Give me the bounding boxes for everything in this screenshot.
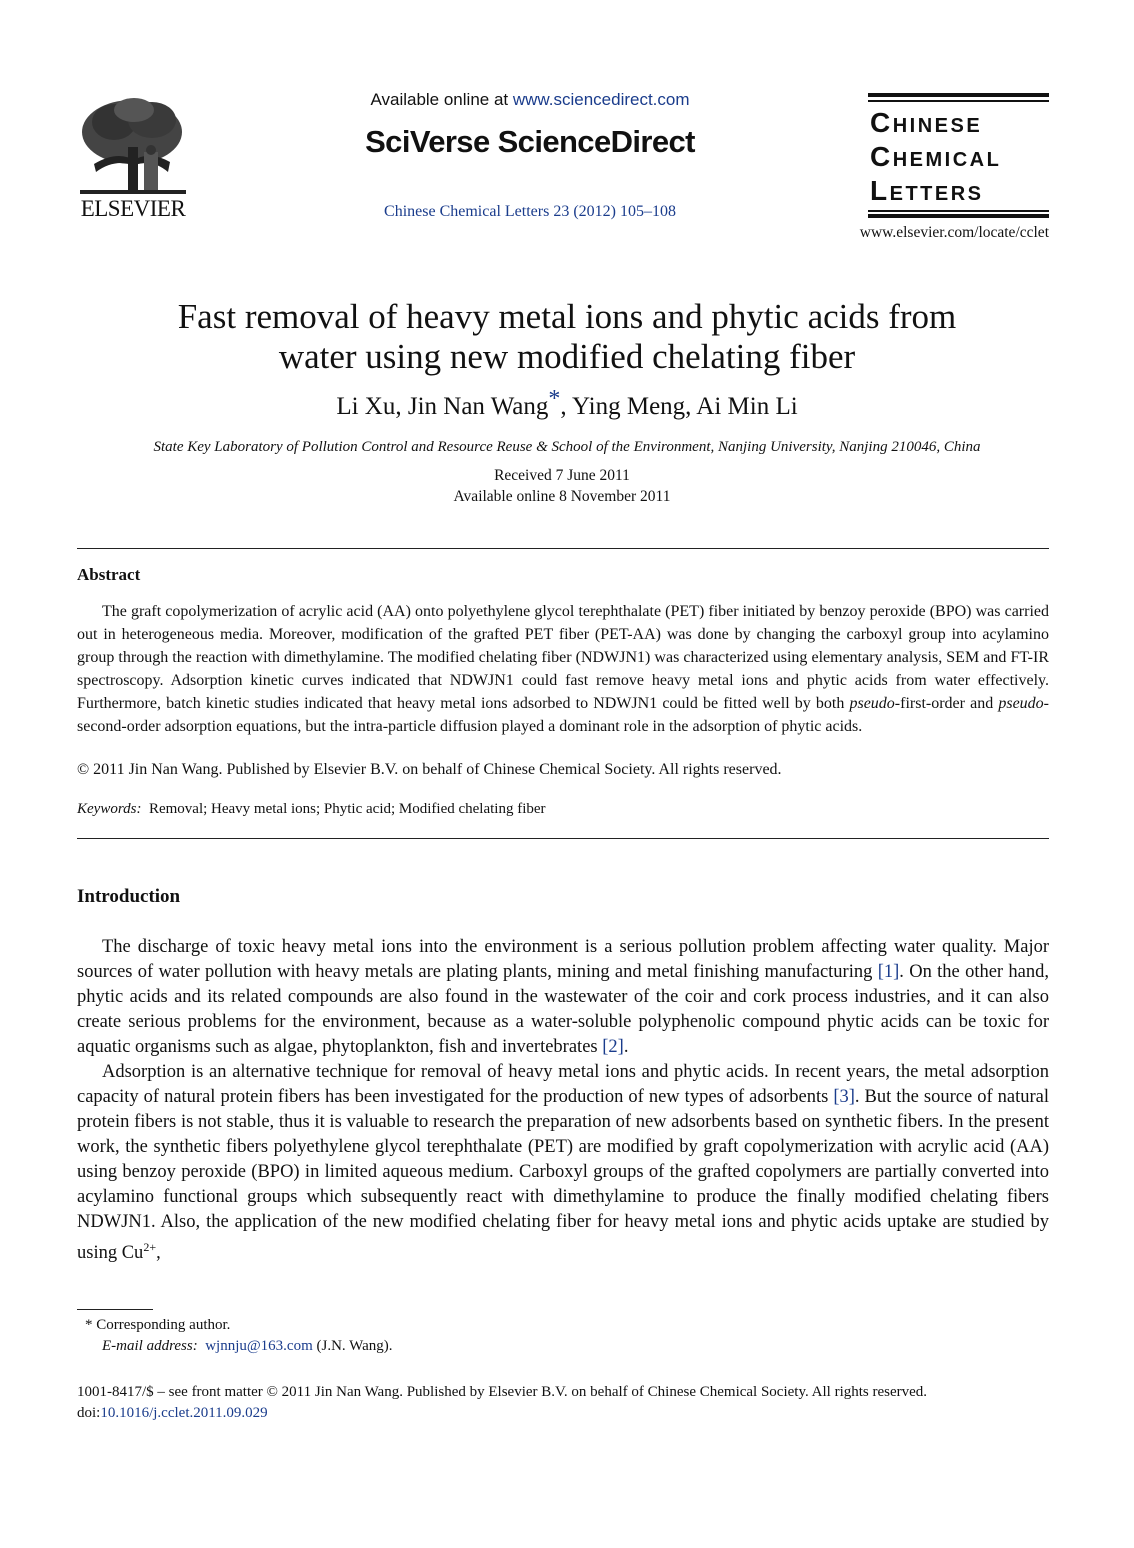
abstract-text	[77, 600, 1049, 738]
abstract-copyright: © 2011 Jin Nan Wang. Published by Elsevier B.V. on behalf of Chinese Chemical Society. All rights reserved.	[77, 761, 782, 778]
introduction-heading: Introduction	[77, 886, 181, 907]
keywords	[77, 801, 1049, 818]
journal-logo-line: Letters	[870, 175, 984, 206]
abstract-italic: pseudo	[998, 695, 1044, 712]
article-title	[70, 297, 1064, 377]
text-segment: Adsorption is an alternative technique for removal of heavy metal ions and phytic acids. In recent years, the metal adsorption capacity of natural protein fibers has been investigated for the production of new types of adsorbents	[77, 1062, 1049, 1107]
journal-logo-line: Chinese	[870, 107, 983, 138]
text-segment: .	[623, 1037, 629, 1057]
available-prefix: Available online at	[370, 90, 513, 109]
keywords-list: Removal; Heavy metal ions; Phytic acid; Modified chelating fiber	[148, 801, 546, 817]
online-date: Available online 8 November 2011	[453, 488, 671, 505]
author-list	[70, 386, 1064, 421]
keywords-label: Keywords:	[77, 801, 142, 817]
email-label: E-mail address:	[102, 1338, 198, 1354]
article-dates	[300, 465, 824, 507]
authors-part: , Ying Meng, Ai Min Li	[560, 393, 798, 420]
text-segment: . But the source of natural protein fibers is not stable, thus it is valuable to research the preparation of new adsorbents based on synthetic fibers. In the present work, the synthetic fibers polyethylene glycol terephthalate (PET) are modified by graft copolymerization with acrylic acid (AA) using benzoy peroxide (BPO) in limited aqueous medium. Carboxyl groups of the grafted copolymers are partially converted into acylamino functional groups which subsequently react with dimethylamine to produce the finally modified chelating fibers NDWJN1. Also, the application of the new modified chelating fiber for heavy metal ions and phytic acids uptake are studied by using Cu	[77, 1087, 1049, 1264]
journal-logo	[868, 93, 1049, 220]
abstract-segment: -first-order and	[894, 695, 999, 712]
sciverse-wordmark: SciVerse ScienceDirect	[365, 124, 695, 159]
paragraph	[77, 935, 1049, 1060]
corresponding-text: Corresponding author.	[96, 1317, 231, 1333]
affiliation: State Key Laboratory of Pollution Control and Resource Reuse & School of the Environment, Nanjing University, Nanjing 210046, China	[153, 439, 981, 455]
corresponding-author-mark[interactable]: *	[548, 386, 561, 412]
front-matter	[77, 1382, 1049, 1424]
introduction-body	[77, 935, 1049, 1266]
reference-link[interactable]: [3]	[833, 1087, 855, 1107]
text-segment: The discharge of toxic heavy metal ions into the environment is a serious pollution problem affecting water quality. Major sources of water pollution with heavy metals are plating plants, mining and metal finishing manufacturing	[77, 937, 1049, 982]
publisher-wordmark: ELSEVIER	[80, 196, 186, 221]
reference-link[interactable]: [1]	[877, 962, 900, 982]
abstract-heading: Abstract	[77, 565, 141, 584]
abstract-segment: The graft copolymerization of acrylic acid (AA) onto polyethylene glycol terephthalate (PET) fiber initiated by benzoy peroxide (BPO) was carried out in heterogeneous media. Moreover, modification of the grafted PET fiber (PET-AA) was done by changing the carboxyl group into acylamino group through the reaction with dimethylamine. The modified chelating fiber (NDWJN1) was characterized using elementary analysis, SEM and FT-IR spectroscopy. Adsorption kinetic curves indicated that NDWJN1 could fast remove heavy metal ions and phytic acids from water effectively. Furthermore, batch kinetic studies indicated that heavy metal ions adsorbed to NDWJN1 could be fitted well by both	[77, 603, 1049, 712]
available-online	[320, 90, 740, 110]
text-segment: ,	[156, 1243, 161, 1264]
doi-label: doi:	[77, 1405, 101, 1421]
footnote-rule	[77, 1309, 153, 1310]
email-suffix: (J.N. Wang).	[316, 1338, 393, 1354]
title-line: Fast removal of heavy metal ions and phytic acids from	[177, 297, 957, 336]
divider	[77, 548, 1049, 549]
front-matter-text: 1001-8417/$ – see front matter © 2011 Jin Nan Wang. Published by Elsevier B.V. on behalf of Chinese Chemical Society. All rights reserved.	[77, 1384, 928, 1400]
doi-line	[77, 1403, 1049, 1424]
superscript: 2+	[143, 1240, 157, 1254]
authors-part: Li Xu, Jin Nan Wang	[336, 393, 549, 420]
sciencedirect-link[interactable]: www.sciencedirect.com	[512, 90, 690, 109]
divider	[77, 838, 1049, 839]
footnotes	[77, 1315, 1049, 1357]
received-date: Received 7 June 2011	[494, 467, 630, 484]
abstract-italic: pseudo	[849, 695, 895, 712]
corresponding-note	[77, 1315, 1049, 1336]
title-line: water using new modified chelating fiber	[278, 337, 856, 376]
doi-link[interactable]: 10.1016/j.cclet.2011.09.029	[100, 1405, 268, 1421]
journal-citation[interactable]: Chinese Chemical Letters 23 (2012) 105–108	[384, 203, 676, 220]
journal-logo-line: Chemical	[870, 141, 1002, 172]
text-segment: . On the other hand, phytic acids and its related compounds are also found in the wastewater of the coir and cork process industries, and it can also create serious problems for the environment, because as a water-soluble polyphenolic compound phytic acids can be toxic for aquatic organisms such as algae, phytoplankton, fish and invertebrates	[77, 962, 1050, 1057]
abstract-segment: -second-order adsorption equations, but the intra-particle diffusion played a dominant role in the adsorption of phytic acids.	[77, 695, 1049, 735]
journal-homepage-url[interactable]: www.elsevier.com/locate/cclet	[859, 224, 1049, 241]
paragraph	[77, 1060, 1049, 1266]
email-note	[77, 1336, 1049, 1357]
reference-link[interactable]: [2]	[602, 1037, 624, 1057]
email-link[interactable]: wjnnju@163.com	[205, 1338, 313, 1354]
footnote-mark: *	[85, 1317, 93, 1333]
